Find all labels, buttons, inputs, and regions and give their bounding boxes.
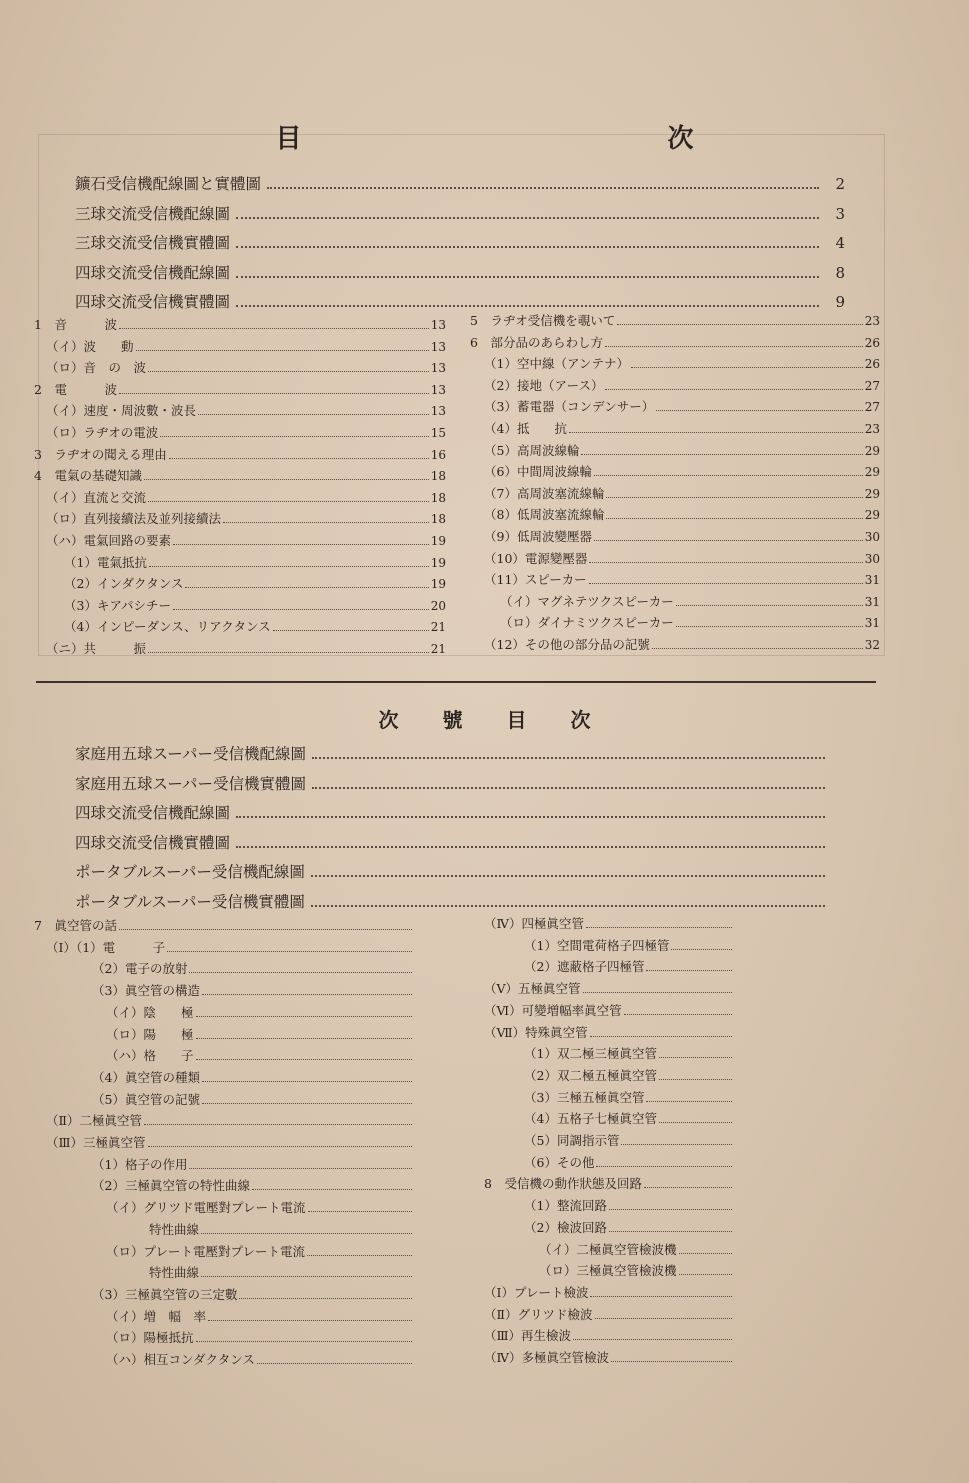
leader-dots [189,963,412,973]
entry-label: 三球交流受信機實體圖 [75,234,231,252]
entry-label: （ロ）陽極抵抗 [106,1330,194,1346]
leader-dots [605,337,863,347]
leader-dots [201,1224,412,1234]
leader-dots [605,380,862,390]
entry-label: 四球交流受信機配線圖 [75,804,231,822]
leader-dots [119,384,429,394]
page-number: 21 [430,642,446,656]
entry-label: （Ⅰ）プレート檢波 [484,1284,589,1300]
section-divider [36,681,876,683]
page-number: 29 [864,486,880,501]
leader-dots [136,341,429,351]
leader-dots [119,319,429,329]
page-number: 23 [864,314,880,328]
toc-entry [539,1261,734,1281]
leader-dots [148,362,429,372]
entry-label: （4）インピーダンス、リアクタンス [64,619,271,635]
entry-label: （Ⅳ）多極眞空管檢波 [484,1350,609,1365]
entry-label: （ニ）共 振 [46,641,147,656]
page-number: 9 [835,293,845,311]
entry-label: （Ⅴ）五極眞空管 [484,981,581,997]
toc-entry [524,1044,734,1064]
page-number: 31 [864,594,880,609]
entry-label: （5）眞空管の記號 [92,1091,200,1107]
leader-dots [594,531,863,541]
toc-entry [500,613,880,633]
entry-label: （1）空間電荷格子四極管 [524,937,670,953]
entry-label: （3）眞空管の構造 [92,983,200,999]
entry-label: （1）整流回路 [524,1198,607,1214]
toc-entry [106,1328,414,1348]
entry-label: （4）抵 抗 [484,421,567,436]
toc-entry [106,1025,414,1045]
entry-label: （イ）二極眞空管檢波機 [539,1241,677,1257]
entry-label: （2）接地（アース） [484,377,604,393]
entry-label: （Ⅲ）三極眞空管 [46,1135,146,1150]
toc-entry [106,1242,414,1262]
toc-entry [484,1001,734,1021]
toc-entry [75,742,825,768]
leader-dots [679,1265,732,1275]
toc-entry [64,553,446,573]
toc-entry [470,311,880,331]
leader-dots [273,621,429,631]
entry-label: （ロ）プレート電壓對プレート電流 [106,1243,306,1259]
page-number: 30 [864,530,880,544]
page-number: 26 [864,357,880,372]
leader-dots [185,578,428,588]
leader-dots [656,401,863,411]
entry-label: （Ⅱ）グリツド檢波 [484,1306,593,1322]
toc-entry [46,639,446,659]
toc-entry [92,959,414,979]
entry-label: 三球交流受信機配線圖 [75,204,231,223]
leader-dots [659,1048,732,1058]
entry-label: （イ）グリツド電壓對プレート電流 [106,1200,306,1216]
entry-label: （Ⅱ）二極眞空管 [46,1113,142,1129]
leader-dots [646,961,732,971]
toc-entry [106,1307,414,1327]
entry-label: （5）高周波線輪 [484,442,580,458]
leader-dots [679,1244,732,1254]
toc-entry [524,1153,734,1173]
leader-dots [236,293,819,307]
toc-entry [75,831,825,857]
leader-dots [311,893,825,907]
toc-entry [524,936,734,956]
toc-entry [484,376,880,396]
entry-label: （Ⅲ）再生檢波 [484,1328,572,1344]
entry-label: （12）その他の部分品の記號 [484,637,650,652]
toc-entry [46,509,446,529]
toc-entry [46,358,446,378]
entry-label: 5 ラヂオ受信機を覗いて [470,313,616,328]
page-number: 18 [430,469,446,484]
toc-entry [75,860,825,886]
entry-label: （Ⅶ）特殊眞空管 [484,1024,588,1040]
entry-label: （イ）波 動 [46,338,134,354]
toc-entry [46,423,446,443]
entry-label: 四球交流受信機實體圖 [75,833,231,852]
entry-label: 4 電氣の基礎知識 [34,468,142,484]
toc-entry [470,333,880,353]
entry-label: （11）スピーカー [484,572,587,588]
toc-entry [46,1111,414,1131]
page-number: 13 [430,318,446,332]
toc-entry [524,1218,734,1238]
toc-entry [92,1155,414,1175]
page-number: 29 [864,508,880,523]
toc-entry [75,172,845,198]
leader-dots [148,643,429,653]
page-number: 15 [430,426,446,440]
toc-entry [524,1196,734,1216]
entry-label: （3）三極眞空管の三定數 [92,1286,238,1302]
toc-entry [64,596,446,616]
entry-label: （3）蓄電器（コンデンサー） [484,399,655,415]
toc-entry [484,397,880,417]
toc-entry [34,445,446,465]
entry-label: 7 眞空管の話 [34,918,117,933]
page-number: 27 [864,400,880,415]
toc-entry [484,1305,734,1325]
leader-dots [624,1005,732,1015]
leader-dots [644,1178,732,1188]
leader-dots [144,470,429,480]
entry-label: 四球交流受信機配線圖 [75,263,231,282]
leader-dots [202,1072,412,1082]
entry-label: （ロ）ラヂオの電波 [46,425,159,440]
page-number: 20 [430,598,446,613]
leader-dots [148,492,429,502]
page-number: 19 [430,577,446,592]
leader-dots [676,596,863,606]
toc-entry [106,1198,414,1218]
entry-label: 特性曲線 [149,1221,200,1237]
page-number: 32 [864,638,880,652]
toc-entry [484,527,880,547]
toc-entry [46,401,446,421]
leader-dots [583,983,732,993]
leader-dots [652,639,863,649]
entry-label: （2）双二極五極眞空管 [524,1067,657,1083]
toc-entry [484,1283,734,1303]
entry-label: （イ）マグネテツクスピーカー [500,593,674,609]
toc-entry [149,1220,414,1240]
entry-label: 6 部分品のあらわし方 [470,334,603,350]
page-number: 21 [430,620,446,635]
leader-dots [308,1202,412,1212]
leader-dots [236,264,819,278]
entry-label: （10）電源變壓器 [484,550,588,566]
toc-entry [75,202,845,228]
leader-dots [589,553,862,563]
leader-dots [594,466,863,476]
page-number: 18 [430,490,446,505]
leader-dots [573,1330,732,1340]
entry-label: （イ）速度・周波數・波長 [46,403,197,419]
entry-label: （8）低周波塞流線輪 [484,507,605,523]
entry-label: （1）双二極三極眞空管 [524,1046,657,1062]
toc-entry [524,1109,734,1129]
leader-dots [312,775,825,789]
leader-dots [169,449,429,459]
leader-dots [609,1200,732,1210]
leader-dots [236,804,825,818]
entry-label: （2）三極眞空管の特性曲線 [92,1178,250,1194]
leader-dots [646,1092,732,1102]
toc-entry [484,1348,734,1368]
toc-entry [75,261,845,287]
entry-label: （Ⅳ）四極眞空管 [484,916,584,931]
leader-dots [167,942,412,952]
leader-dots [201,1267,412,1277]
toc-entry [484,484,880,504]
leader-dots [590,1027,732,1037]
toc-entry [34,466,446,486]
leader-dots [208,1311,412,1321]
leader-dots [581,445,862,455]
leader-dots [590,1287,732,1297]
toc-entry [484,354,880,374]
entry-label: （7）高周波塞流線輪 [484,485,605,501]
entry-label: （イ）陰 極 [106,1004,194,1020]
leader-dots [631,358,863,368]
toc-entry [75,890,825,916]
toc-entry [106,1046,414,1066]
entry-label: （Ⅰ）（1）電 子 [46,939,166,955]
entry-label: （イ）直流と交流 [46,489,147,505]
entry-label: 鑛石受信機配線圖と實體圖 [75,175,262,193]
entry-label: （2）電子の放射 [92,961,188,977]
leader-dots [196,1007,412,1017]
leader-dots [119,920,412,930]
entry-label: 1 音 波 [34,317,117,332]
leader-dots [586,918,732,928]
leader-dots [196,1332,412,1342]
toc-entry [46,1133,414,1153]
leader-dots [148,1137,412,1147]
leader-dots [196,1050,412,1060]
leader-dots [196,1029,412,1039]
toc-entry [484,914,734,934]
entry-label: 家庭用五球スーパー受信機實體圖 [75,774,306,793]
entry-label: （4）眞空管の種類 [92,1069,200,1085]
toc-title: 目 次 [275,124,864,154]
toc-entry [484,1326,734,1346]
leader-dots [659,1113,732,1123]
entry-label: （イ）増 幅 率 [106,1308,207,1324]
page-number: 13 [430,382,446,397]
toc-entry [484,1023,734,1043]
entry-label: 特性曲線 [149,1265,200,1281]
leader-dots [173,600,429,610]
entry-label: （2）檢波回路 [524,1219,607,1235]
toc-entry [484,549,880,569]
leader-dots [144,1115,412,1125]
page-number: 31 [864,573,880,588]
leader-dots [609,1222,732,1232]
page-number: 18 [430,512,446,527]
toc-entry [484,635,880,655]
page-number: 4 [835,234,845,252]
toc-entry [524,1131,734,1151]
page-number: 29 [864,465,880,480]
leader-dots [659,1070,732,1080]
page-number: 13 [430,339,446,354]
toc-entry [92,1176,414,1196]
toc-entry [46,337,446,357]
toc-entry [92,1285,414,1305]
toc-entry [484,1174,734,1194]
toc-entry [34,380,446,400]
toc-entry [484,441,880,461]
entry-label: （ロ）ダイナミツクスピーカー [500,615,674,631]
toc-entry [46,938,414,958]
leader-dots [311,863,825,877]
entry-label: 8 受信機の動作狀態及回路 [484,1176,642,1192]
entry-label: （1）電氣抵抗 [64,554,147,570]
entry-label: （3）キアパシチー [64,597,171,613]
entry-label: 家庭用五球スーパー受信機配線圖 [75,745,306,763]
leader-dots [149,557,429,567]
toc-entry [524,957,734,977]
entry-label: （ハ）相互コンダクタンス [106,1352,255,1367]
leader-dots [606,488,862,498]
entry-label: 四球交流受信機實體圖 [75,293,231,311]
leader-dots [189,1159,412,1169]
page-number: 27 [864,378,880,393]
page-number: 30 [864,551,880,566]
leader-dots [173,535,429,545]
page-number: 13 [430,361,446,376]
entry-label: （ハ）電氣回路の要素 [46,533,172,548]
page-number: 2 [835,175,845,193]
entry-label: （ハ）格 子 [106,1048,194,1064]
leader-dots [596,1157,732,1167]
toc-entry [92,1090,414,1110]
entry-label: （ロ）三極眞空管檢波機 [539,1263,677,1279]
toc-entry [484,505,880,525]
leader-dots [223,513,429,523]
toc-entry [92,981,414,1001]
entry-label: （9）低周波變壓器 [484,529,592,544]
page-number: 23 [864,422,880,436]
entry-label: （1）格子の作用 [92,1156,188,1172]
toc-entry [106,1350,414,1370]
leader-dots [236,834,825,848]
entry-label: （3）三極五極眞空管 [524,1089,645,1105]
entry-label: （2）インダクタンス [64,576,184,592]
page-number: 26 [864,335,880,350]
entry-label: （Ⅵ）可變増幅率眞空管 [484,1002,622,1018]
leader-dots [257,1354,412,1364]
entry-label: （5）同調指示管 [524,1133,620,1148]
entry-label: （6）その他 [524,1154,595,1170]
leader-dots [202,1094,412,1104]
leader-dots [611,1352,732,1362]
leader-dots [676,617,863,627]
next-issue-title: 次號目次 [378,708,635,732]
toc-entry [484,979,734,999]
toc-entry [500,592,880,612]
entry-label: （ロ）陽 極 [106,1026,194,1042]
toc-entry [484,462,880,482]
toc-entry [64,574,446,594]
toc-entry [64,617,446,637]
leader-dots [595,1309,733,1319]
leader-dots [589,574,863,584]
page-number: 13 [430,404,446,419]
leader-dots [267,175,819,189]
toc-entry [92,1068,414,1088]
page-number: 19 [430,555,446,570]
toc-entry [34,916,414,936]
leader-dots [307,1246,412,1256]
leader-dots [252,1180,412,1190]
page-number: 3 [835,204,845,223]
entry-label: （4）五格子七極眞空管 [524,1111,657,1127]
entry-label: （1）空中線（アンテナ） [484,356,629,372]
entry-label: （ロ）直列接續法及並列接續法 [46,511,222,527]
page-number: 31 [864,616,880,631]
toc-entry [46,488,446,508]
leader-dots [671,940,732,950]
toc-entry [75,231,845,257]
toc-entry [149,1263,414,1283]
entry-label: 3 ラヂオの聞える理由 [34,446,167,462]
toc-entry [46,531,446,551]
leader-dots [236,234,819,248]
leader-dots [606,509,862,519]
entry-label: （ロ）音 の 波 [46,360,147,376]
toc-entry [75,801,825,827]
leader-dots [198,405,429,415]
toc-entry [484,570,880,590]
page-number: 29 [864,443,880,458]
toc-entry [524,1066,734,1086]
leader-dots [160,427,428,437]
toc-entry [75,772,825,798]
page-number: 8 [835,263,845,282]
entry-label: 2 電 波 [34,381,117,397]
toc-entry [484,419,880,439]
leader-dots [239,1289,412,1299]
entry-label: （6）中間周波線輪 [484,464,592,480]
page-number: 16 [430,447,446,462]
leader-dots [617,315,863,325]
toc-entry [34,315,446,335]
entry-label: ポータブルスーパー受信機實體圖 [75,892,305,911]
leader-dots [236,205,819,219]
leader-dots [202,985,412,995]
entry-label: （2）遮蔽格子四極管 [524,959,645,975]
toc-entry [539,1240,734,1260]
leader-dots [621,1135,732,1145]
leader-dots [569,423,863,433]
page-number: 19 [430,534,446,548]
leader-dots [312,745,825,759]
entry-label: ポータブルスーパー受信機配線圖 [75,863,305,881]
toc-entry [106,1003,414,1023]
toc-entry [524,1088,734,1108]
